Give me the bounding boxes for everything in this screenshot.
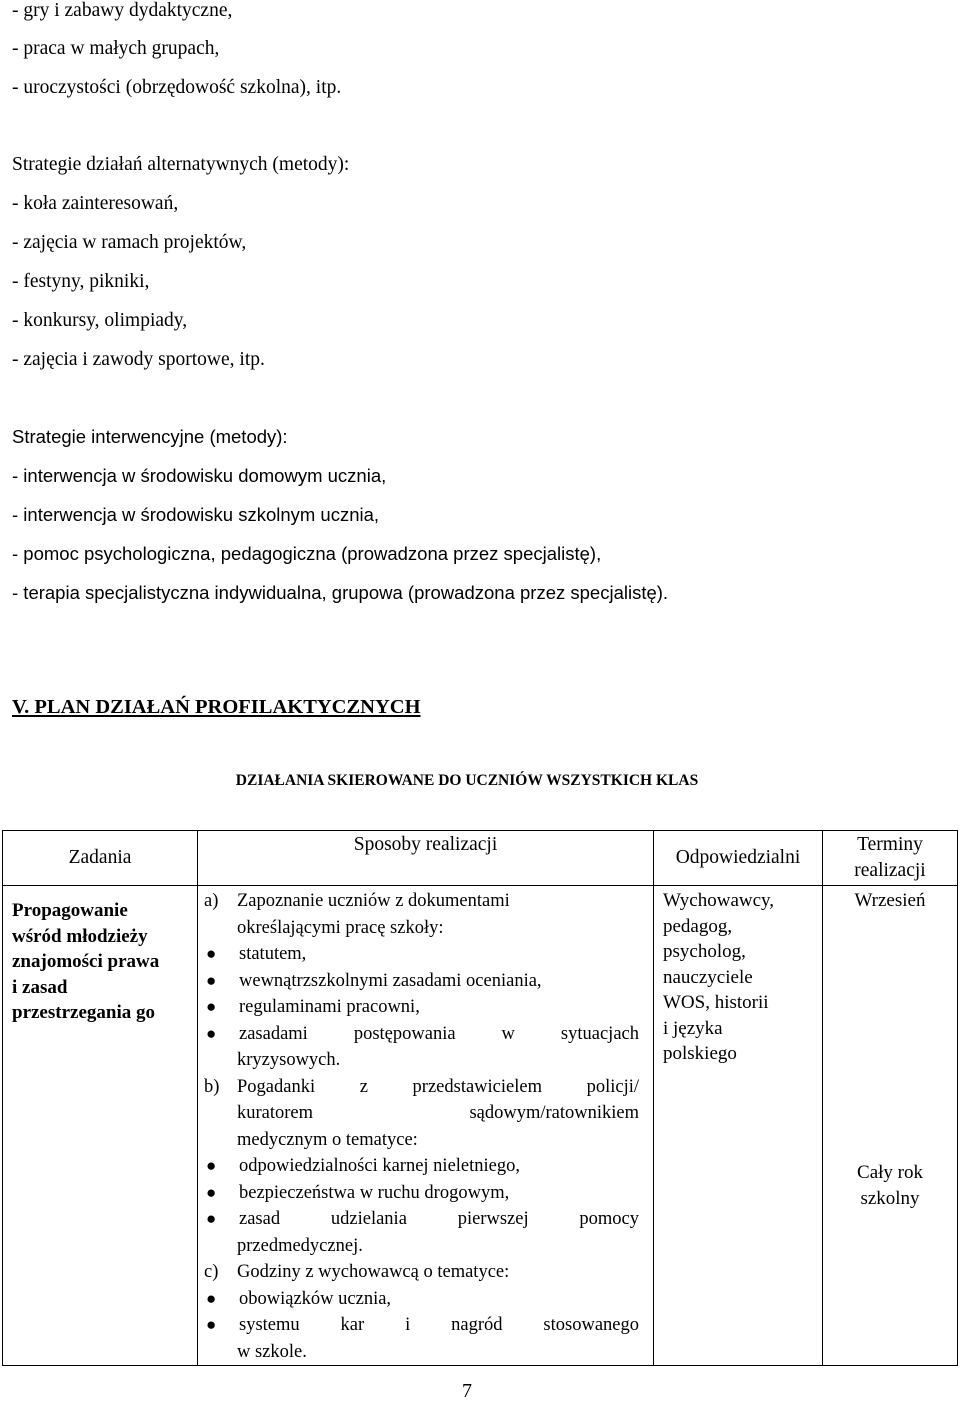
ways-text: wewnątrzszkolnymi zasadami oceniania, xyxy=(239,970,542,991)
term-first: Wrzesień xyxy=(854,890,926,911)
ways-text: kuratorem sądowym/ratownikiem xyxy=(237,1103,639,1123)
intervention-strategy-item: - pomoc psychologiczna, pedagogiczna (prowadzona przez specjalistę), xyxy=(12,543,602,564)
ways-text: kryzysowych. xyxy=(237,1050,341,1070)
ways-text: zasadami postępowania w sytuacjach xyxy=(239,1023,639,1044)
intro-line: - uroczystości (obrzędowość szkolna), itp. xyxy=(12,77,342,98)
intervention-strategy-item: - terapia specjalistyczna indywidualna, grupowa (prowadzona przez specjalistę). xyxy=(12,582,669,603)
list-item xyxy=(204,1021,639,1048)
ways-text: określającymi pracę szkoły: xyxy=(237,917,444,938)
responsible-line: pedagog, xyxy=(663,915,733,937)
table-row xyxy=(3,886,958,1366)
ways-text: odpowiedzialności karnej nieletniego, xyxy=(239,1156,521,1176)
ways-text: medycznym o tematyce: xyxy=(237,1129,418,1150)
ways-item-b xyxy=(204,1074,639,1101)
list-item xyxy=(204,1153,639,1180)
ways-text: Godziny z wychowawcą o tematyce: xyxy=(237,1262,510,1282)
ways-text: Zapoznanie uczniów z dokumentami xyxy=(237,891,510,911)
bullet-icon: ● xyxy=(206,1315,217,1334)
ways-text: Pogadanki z przedstawicielem policji/ xyxy=(237,1076,639,1097)
list-marker: b) xyxy=(204,1076,220,1097)
alt-strategy-item: - zajęcia w ramach projektów, xyxy=(12,232,247,253)
list-item xyxy=(204,1180,639,1207)
ways-item-a xyxy=(204,888,639,915)
task-line: wśród młodzieży xyxy=(12,925,148,947)
header-task-cell xyxy=(3,831,198,886)
list-item xyxy=(204,941,639,968)
ways-text: zasad udzielania pierwszej pomocy xyxy=(239,1209,639,1229)
ways-cell xyxy=(198,886,654,1366)
ways-text: statutem, xyxy=(239,944,307,964)
list-item xyxy=(204,1286,639,1313)
intervention-strategy-item: - interwencja w środowisku szkolnym ucznia, xyxy=(12,504,380,525)
section-subheading: DZIAŁANIA SKIEROWANE DO UCZNIÓW WSZYSTKICH KLAS xyxy=(235,772,699,789)
bullet-icon: ● xyxy=(206,1209,217,1228)
term-second-line: szkolny xyxy=(860,1188,920,1209)
bullet-icon: ● xyxy=(206,1182,217,1202)
alt-strategies-title: Strategie działań alternatywnych (metody): xyxy=(12,154,350,175)
task-line: przestrzegania go xyxy=(12,1002,155,1023)
alt-strategy-item: - koła zainteresowań, xyxy=(12,193,179,214)
bullet-icon: ● xyxy=(206,1156,217,1175)
section-heading: V. PLAN DZIAŁAŃ PROFILAKTYCZNYCH xyxy=(12,696,421,718)
ways-item-c xyxy=(204,1259,639,1286)
ways-text: regulaminami pracowni, xyxy=(239,997,420,1017)
intervention-strategies-title: Strategie interwencyjne (metody): xyxy=(12,426,288,447)
plan-table xyxy=(2,830,958,1366)
list-marker: c) xyxy=(204,1262,219,1282)
ways-text: obowiązków ucznia, xyxy=(239,1288,392,1309)
header-responsible: Odpowiedzialni xyxy=(675,847,801,868)
responsible-line: psycholog, xyxy=(663,941,746,962)
responsible-cell xyxy=(654,886,823,1366)
term-second-line: Cały rok xyxy=(857,1162,923,1183)
task-cell xyxy=(3,886,198,1366)
intro-line: - praca w małych grupach, xyxy=(12,38,220,59)
terms-cell xyxy=(823,886,958,1366)
bullet-icon: ● xyxy=(206,970,217,990)
ways-text: w szkole. xyxy=(237,1341,307,1362)
header-ways: Sposoby realizacji xyxy=(353,834,498,855)
ways-text: bezpieczeństwa w ruchu drogowym, xyxy=(239,1182,510,1203)
header-terms-cell xyxy=(823,831,958,886)
responsible-line: nauczyciele xyxy=(663,966,753,988)
list-item xyxy=(204,1206,639,1233)
header-terms-line: realizacji xyxy=(854,860,926,881)
task-line: znajomości prawa xyxy=(12,951,160,972)
task-line: Propagowanie xyxy=(12,900,128,921)
list-item xyxy=(204,994,639,1021)
responsible-line: i języka xyxy=(663,1017,723,1039)
header-terms-line: Terminy xyxy=(857,834,923,855)
bullet-icon: ● xyxy=(206,997,217,1016)
task-line: i zasad xyxy=(12,976,68,998)
bullet-icon: ● xyxy=(206,1288,217,1308)
header-ways-cell xyxy=(198,831,654,886)
ways-text: przedmedycznej. xyxy=(237,1235,363,1256)
bullet-icon: ● xyxy=(206,1023,217,1043)
ways-text: systemu kar i nagród stosowanego xyxy=(239,1315,639,1335)
alt-strategy-item: - festyny, pikniki, xyxy=(12,271,150,292)
responsible-line: polskiego xyxy=(663,1043,737,1064)
table-header-row xyxy=(3,831,958,886)
intervention-strategy-item: - interwencja w środowisku domowym ucznia, xyxy=(12,465,387,486)
list-item xyxy=(204,968,639,995)
alt-strategy-item: - konkursy, olimpiady, xyxy=(12,310,188,331)
intro-line: - gry i zabawy dydaktyczne, xyxy=(12,0,233,21)
responsible-line: WOS, historii xyxy=(663,992,769,1013)
list-marker: a) xyxy=(204,891,219,911)
page-number: 7 xyxy=(462,1380,472,1402)
alt-strategy-item: - zajęcia i zawody sportowe, itp. xyxy=(12,349,265,370)
header-task: Zadania xyxy=(68,847,132,868)
responsible-line: Wychowawcy, xyxy=(663,890,775,911)
header-responsible-cell xyxy=(654,831,823,886)
bullet-icon: ● xyxy=(206,944,217,963)
list-item xyxy=(204,1312,639,1339)
